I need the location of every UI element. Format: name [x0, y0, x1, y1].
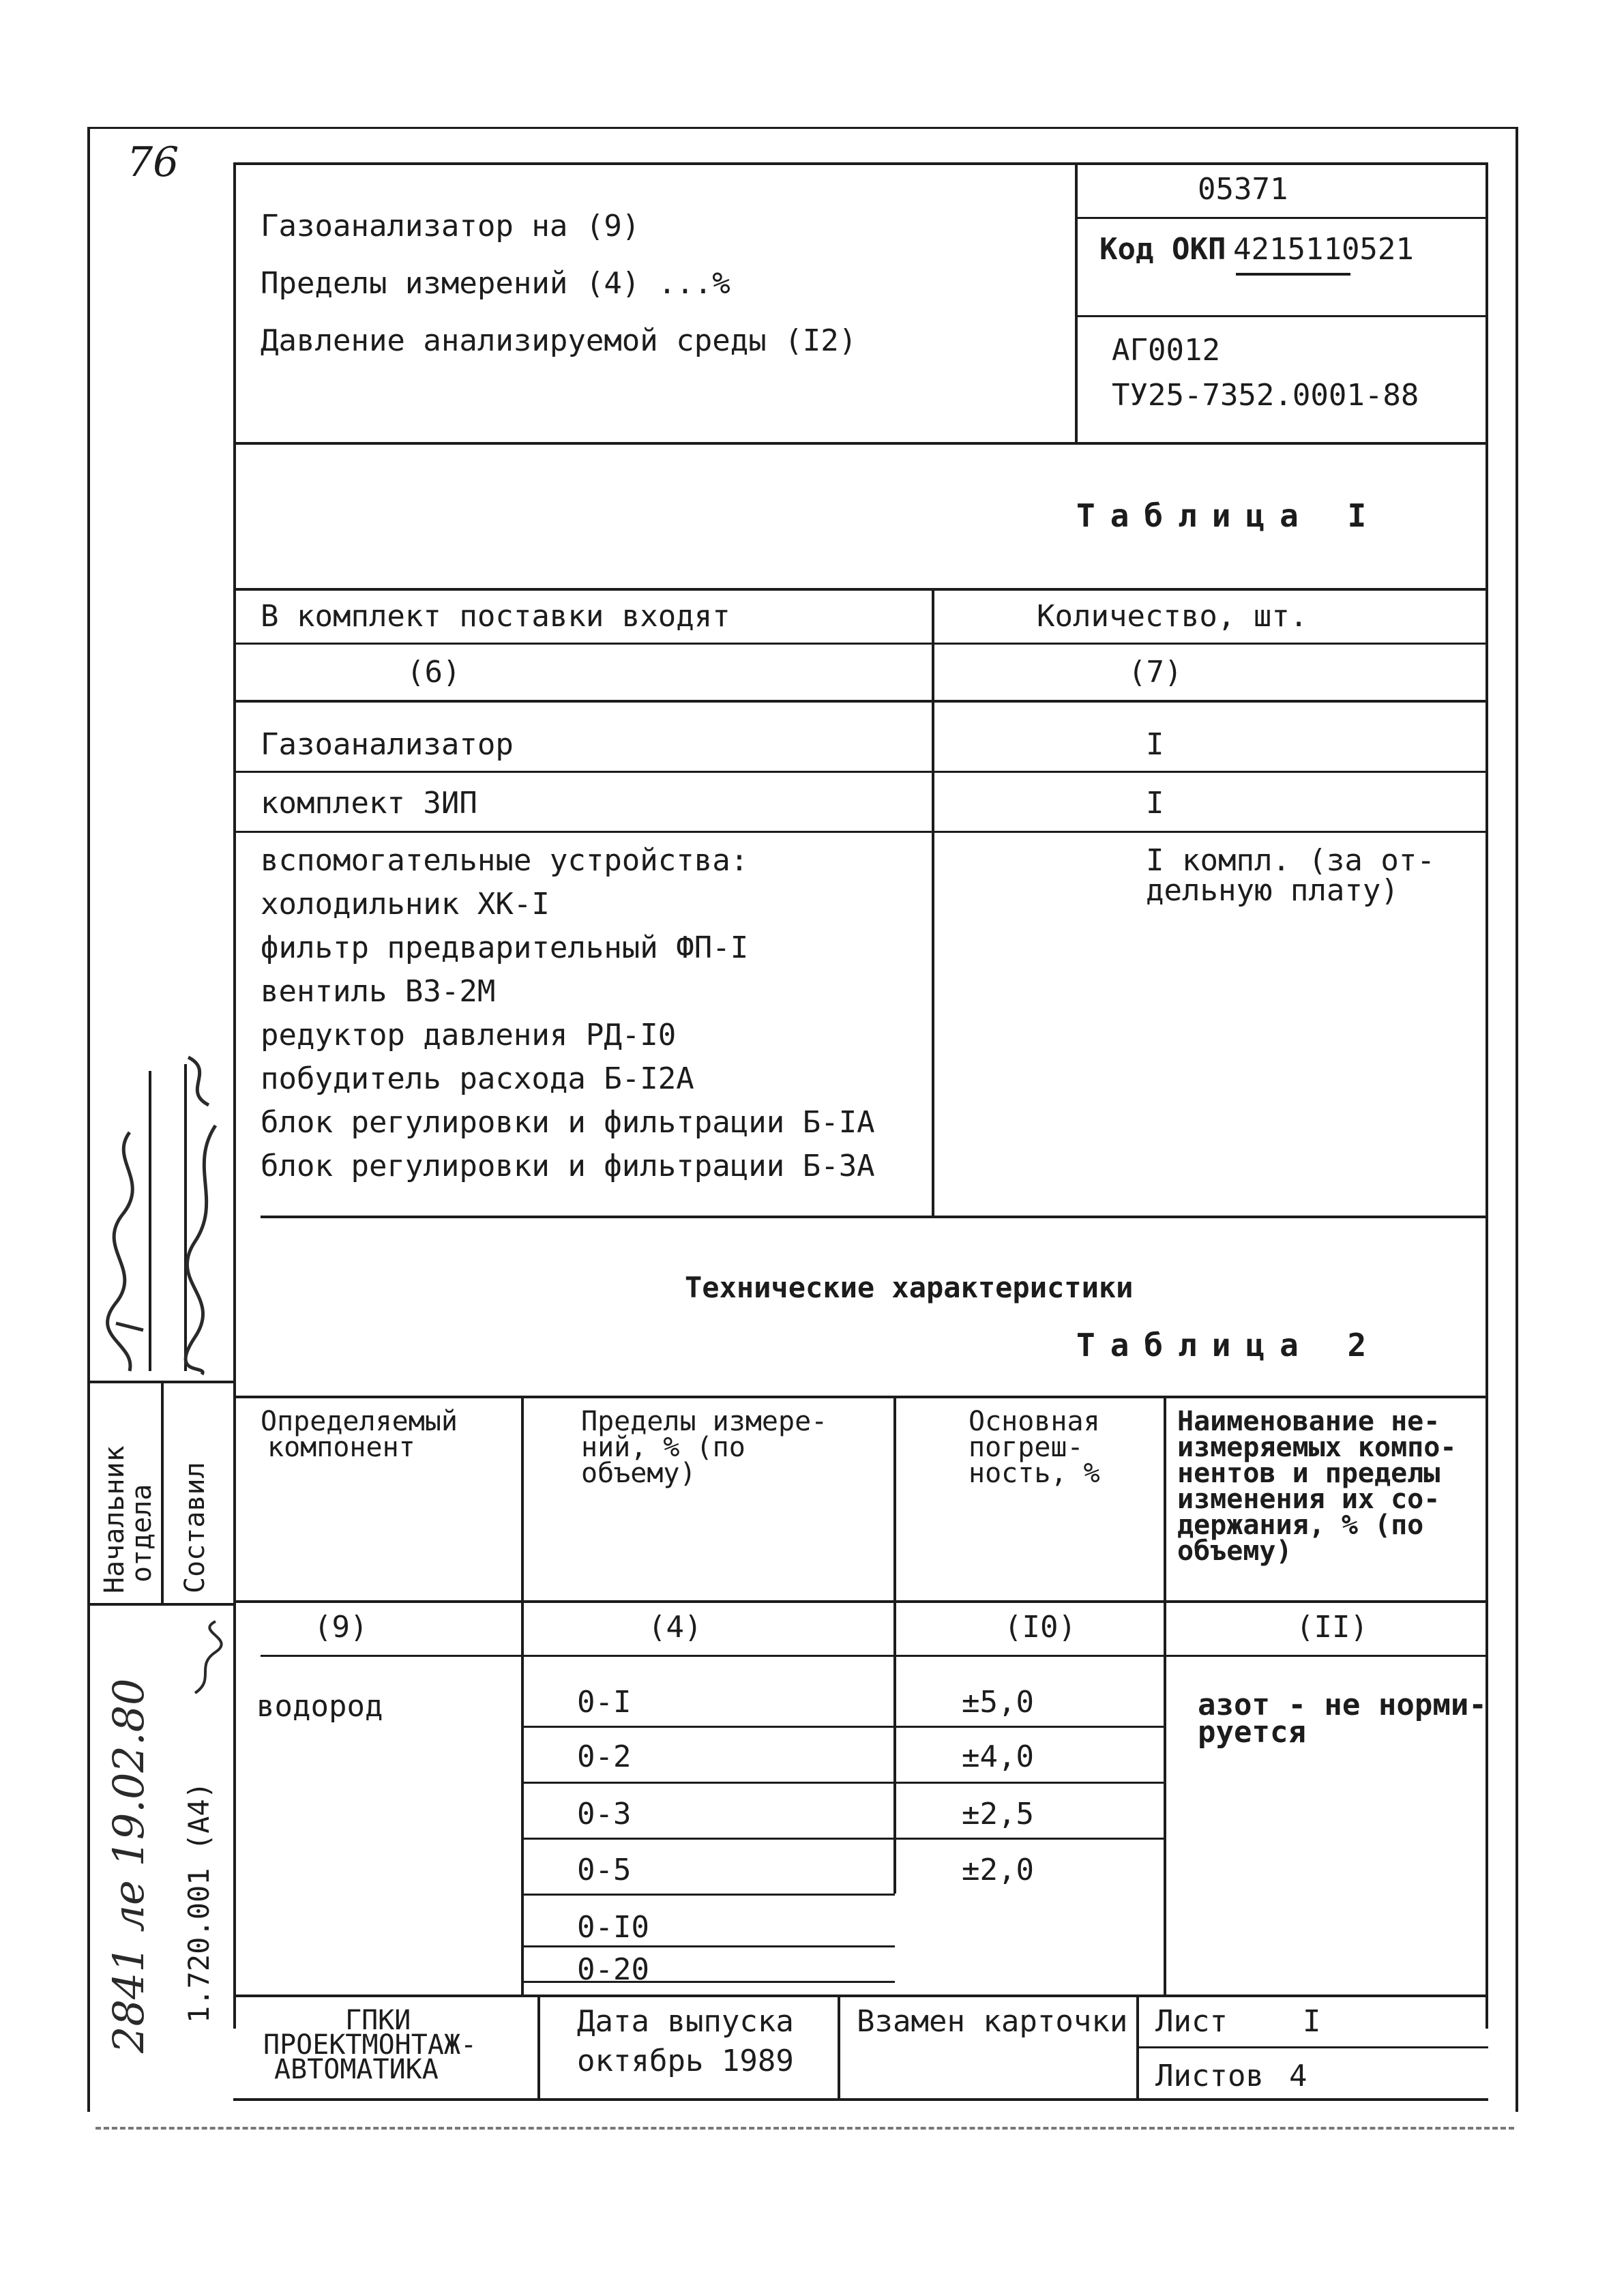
okp-value: 4215110521 [1233, 232, 1414, 267]
table2-range: 0-5 [577, 1853, 632, 1887]
table1-aux-item: блок регулировки и фильтрации Б-ЗА [261, 1149, 875, 1183]
table1-aux-item: вспомогательные устройства: [261, 843, 749, 878]
footer-org: АВТОМАТИКА [274, 2054, 439, 2085]
table2-col-number: (9) [314, 1610, 368, 1645]
table1-divider [932, 588, 934, 1217]
table2-header-range: Пределы измере- [581, 1406, 828, 1437]
table1-row-qty: I [1146, 786, 1164, 821]
table1-col-number-qty: (7) [1128, 655, 1183, 690]
table2-header-range: объему) [581, 1458, 696, 1489]
table2-header-other: изменения их со- [1177, 1484, 1440, 1515]
table2-range: 0-2 [577, 1739, 632, 1774]
table2-title: Таблица 2 [1076, 1327, 1382, 1364]
table1-aux-item: вентиль ВЗ-2М [261, 974, 496, 1009]
table1-col-header-items: В комплект поставки входят [261, 599, 730, 634]
signature-head [102, 1119, 157, 1378]
table1-aux-item: побудитель расхода Б-I2А [261, 1061, 694, 1096]
footer-bottom [233, 2098, 1488, 2101]
table2-header-error: погреш- [969, 1432, 1084, 1463]
footer-org: ГПКИ [345, 2005, 411, 2036]
signature-stamp [188, 1618, 229, 1700]
header-line-2: Пределы измерений (4) ...% [261, 266, 730, 301]
table1-bottom [261, 1216, 1488, 1218]
table2-header-other: объему) [1177, 1535, 1292, 1567]
table1-aux-item: редуктор давления РД-I0 [261, 1018, 677, 1053]
table1-col-number-items: (6) [407, 655, 461, 690]
table2-header-component: компонент [267, 1432, 415, 1463]
footer-release-date: октябрь 1989 [577, 2044, 794, 2078]
head-of-department-label: отдела [126, 1484, 158, 1583]
table2-col-number: (4) [648, 1610, 703, 1645]
table2-range: 0-3 [577, 1797, 632, 1831]
table1-aux-item: блок регулировки и фильтрации Б-IА [261, 1105, 875, 1140]
table2-header-other: измеряемых компо- [1177, 1432, 1457, 1463]
footer-replaces-label: Взамен карточки [857, 2004, 1128, 2039]
header-line-3: Давление анализируемой среды (I2) [261, 323, 857, 358]
table2-header-other: нентов и пределы [1177, 1458, 1440, 1489]
document-code-stamp: 1.720.001 (А4) [182, 1781, 216, 2023]
table2-error: ±2,0 [962, 1853, 1034, 1887]
table1-row-qty: I [1146, 727, 1164, 762]
table2-header-range: ний, % (по [581, 1432, 745, 1463]
footer-release-label: Дата выпуска [577, 2004, 794, 2039]
table2-error: ±4,0 [962, 1739, 1034, 1774]
header-code: 05371 [1198, 172, 1288, 207]
footer-sheet-label: Лист [1155, 2004, 1228, 2039]
table2-error: ±5,0 [962, 1685, 1034, 1720]
footer-sheet-value: I [1303, 2004, 1321, 2039]
footer-org: ПРОЕКТМОНТАЖ- [263, 2029, 477, 2061]
head-of-department-label: Начальник [99, 1445, 130, 1593]
table2-other: руется [1198, 1715, 1306, 1750]
table2-top [233, 1396, 1488, 1398]
table2-range: 0-I [577, 1685, 632, 1720]
table2-header-component: Определяемый [261, 1406, 458, 1437]
table2-range: 0-I0 [577, 1910, 649, 1945]
outer-right-border [1516, 127, 1518, 2112]
frame-top [233, 162, 1488, 165]
table2-component: водород [256, 1689, 383, 1724]
table2-other: азот - не норми- [1198, 1688, 1487, 1722]
footer-top [233, 1995, 1488, 1997]
footer-sheets-value: 4 [1289, 2059, 1307, 2093]
table1-row-item: комплект ЗИП [261, 786, 477, 821]
okp-label: Код ОКП [1099, 232, 1226, 267]
page-number: 76 [127, 138, 179, 186]
table2-header-other: Наименование не- [1177, 1406, 1440, 1437]
outer-top-border [87, 127, 1517, 129]
footer-sheets-label: Листов [1155, 2059, 1264, 2093]
table2-col-number: (II) [1296, 1610, 1368, 1645]
table2-header-error: Основная [969, 1406, 1100, 1437]
table1-aux-qty: дельную плату) [1146, 873, 1399, 908]
table2-caption: Технические характеристики [685, 1271, 1134, 1304]
outer-left-border [87, 127, 90, 2112]
header-designation: АГ0012 [1112, 333, 1220, 368]
signature-compiler [175, 1050, 236, 1378]
header-line-1: Газоанализатор на (9) [261, 209, 640, 244]
table1-row-item: Газоанализатор [261, 727, 514, 762]
table2-header-error: ность, % [969, 1458, 1100, 1489]
header-bottom [233, 442, 1488, 445]
table2-header-other: держания, % (по [1177, 1510, 1424, 1541]
bottom-dashed-line [95, 2127, 1514, 2130]
table1-aux-item: холодильник ХК-I [261, 887, 550, 922]
table1-title: Таблица I [1076, 497, 1382, 534]
handwritten-registration: 2841 ле 19.02.80 [104, 1678, 153, 2053]
table2-col-number: (I0) [1004, 1610, 1076, 1645]
compiled-by-label: Составил [179, 1462, 211, 1593]
header-spec: ТУ25-7352.0001-88 [1112, 378, 1419, 413]
table1-aux-qty: I компл. (за от- [1146, 843, 1435, 878]
table1-col-header-qty: Количество, шт. [1037, 599, 1308, 634]
header-divider [1075, 162, 1078, 443]
table2-error: ±2,5 [962, 1797, 1034, 1831]
table1-aux-item: фильтр предварительный ФП-I [261, 930, 749, 965]
table1-top [233, 588, 1488, 591]
table2-range: 0-20 [577, 1952, 649, 1987]
